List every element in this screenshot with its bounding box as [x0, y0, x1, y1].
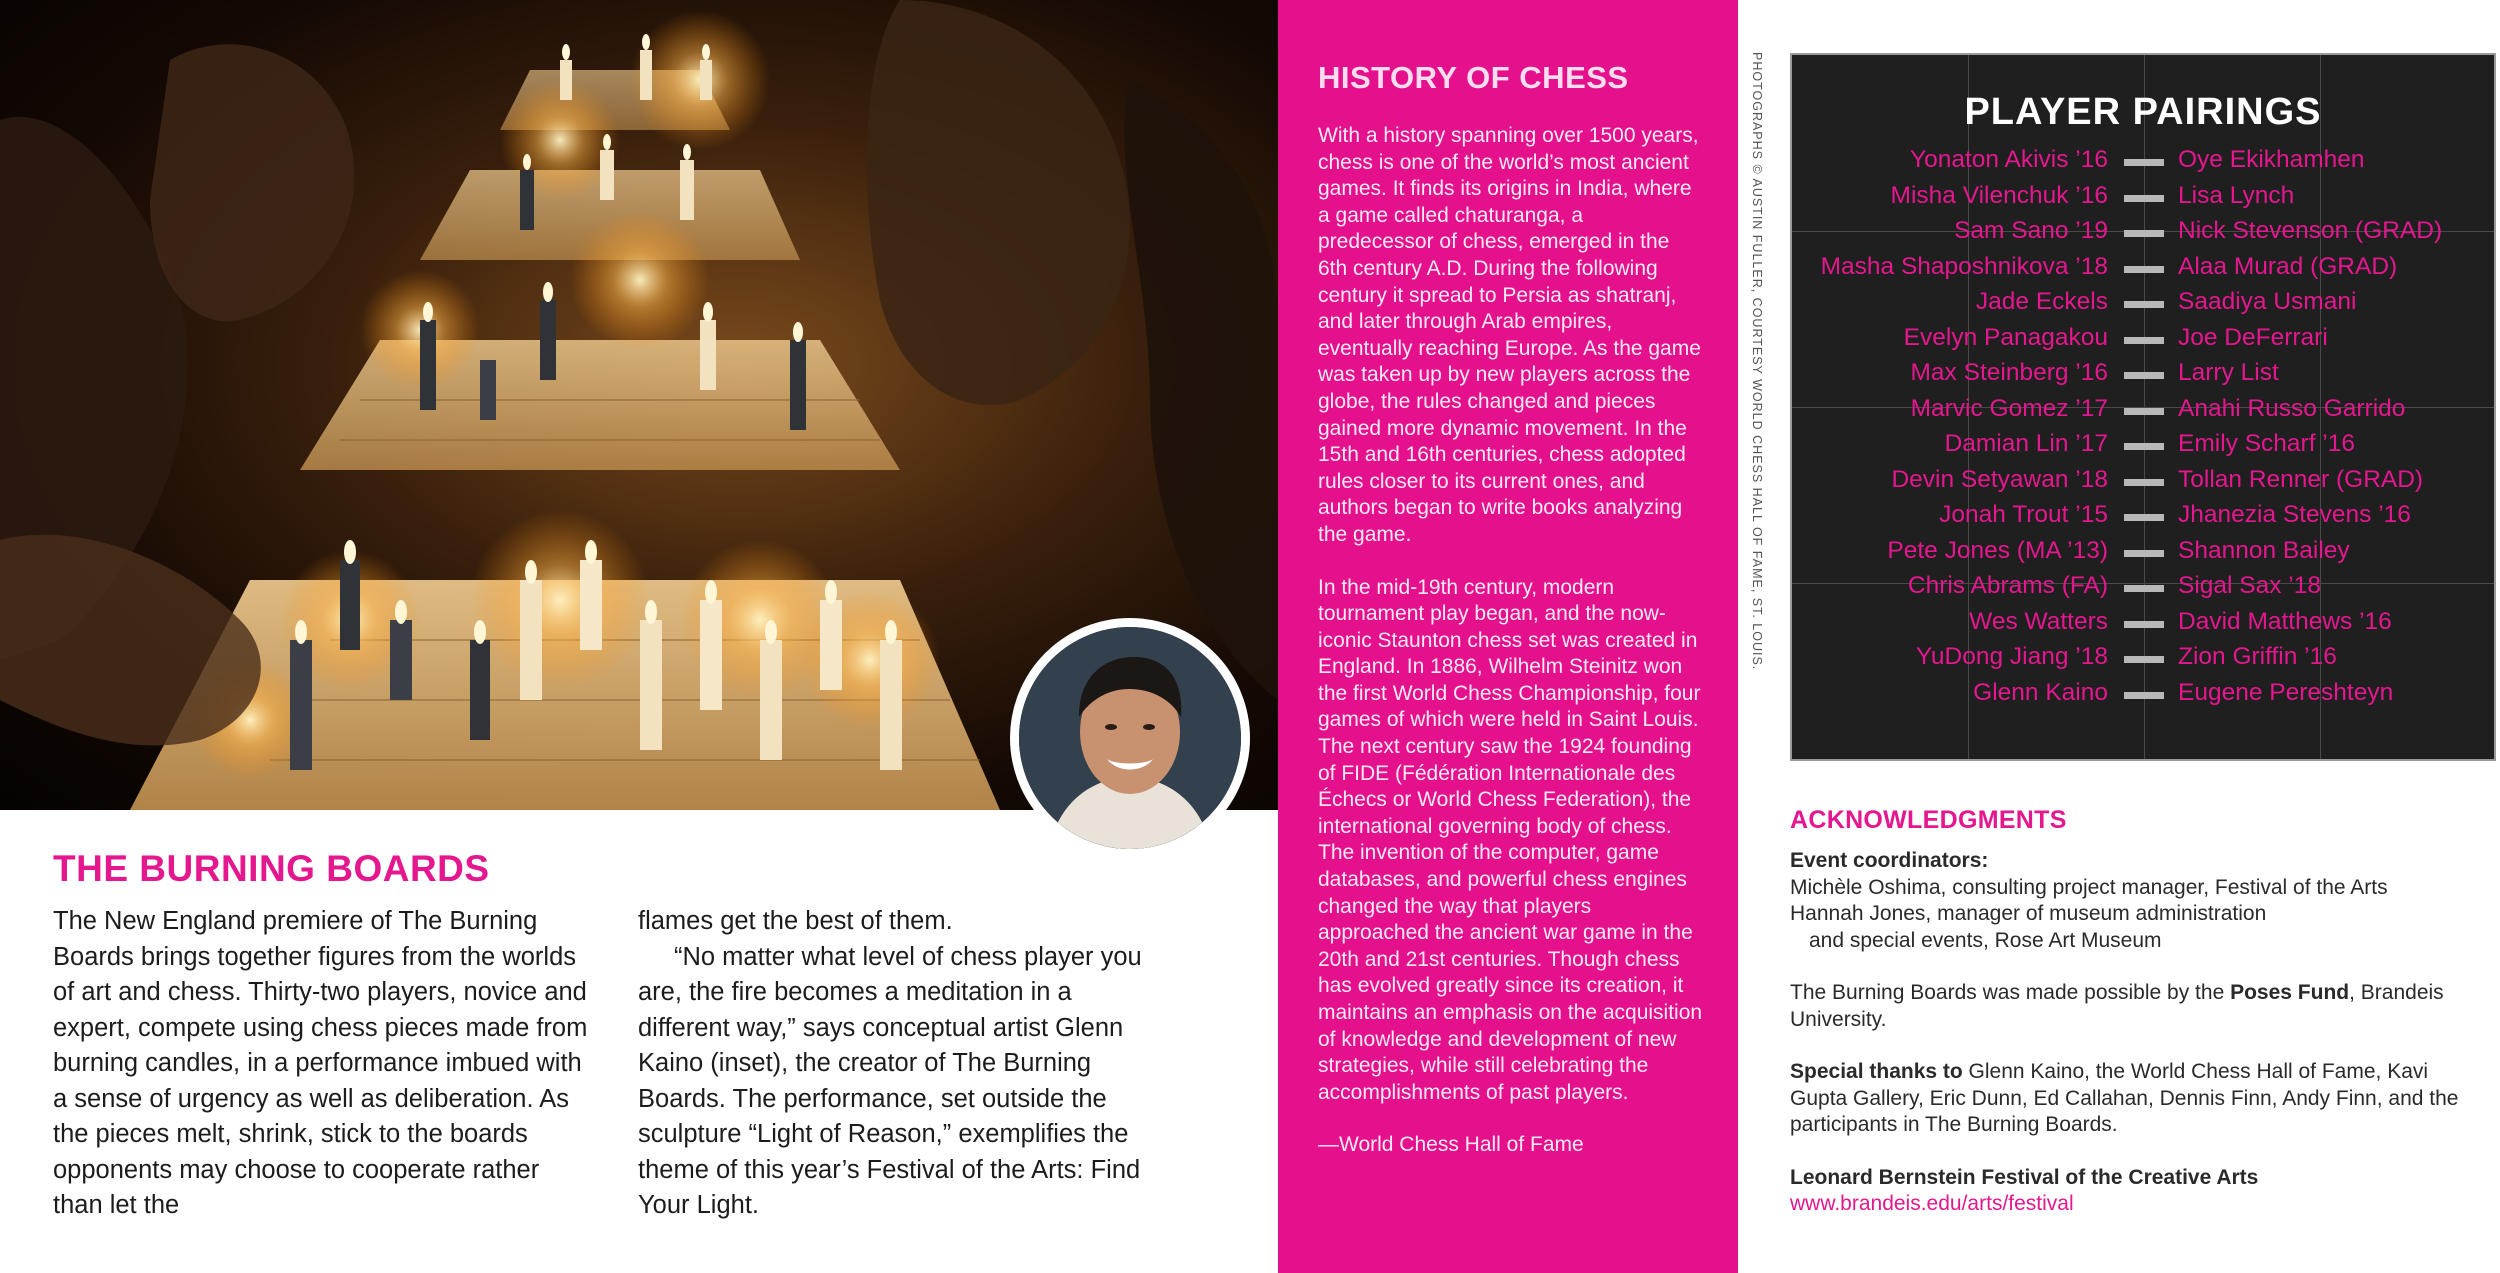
pairing-right-player: Jhanezia Stevens ’16 — [2178, 501, 2411, 528]
pairing-connector-bar — [2124, 514, 2164, 521]
pairing-row — [1792, 537, 2494, 572]
history-paragraph-1: With a history spanning over 1500 years, chess is one of the world’s most ancient games. It finds its origins in India, where a game called chaturanga, a predecessor of chess, emerged in the 6th century A.D. During the following century it spread to Persia as shatranj, and later through Arab empires, eventually reaching Europe. As the game was taken up by new players across the globe, the rules changed and pieces gained more dynamic movement. In the 15th and 16th centuries, chess adopted rules closer to its current ones, and authors began to write books analyzing the game. — [1318, 124, 1701, 546]
funding-post: , Brandeis University. — [1790, 981, 2444, 1031]
pairing-right-player: Larry List — [2178, 359, 2279, 386]
pairing-right-player: Nick Stevenson (GRAD) — [2178, 217, 2443, 244]
pairing-connector-bar — [2124, 408, 2164, 415]
pairing-connector-bar — [2124, 301, 2164, 308]
festival-name: Leonard Bernstein Festival of the Creative Arts — [1790, 1165, 2259, 1189]
pairing-right-player: Oye Ekikhamhen — [2178, 146, 2365, 173]
funding-bold: Poses Fund — [2230, 981, 2350, 1004]
funding-note — [1790, 980, 2490, 1033]
pairing-connector-bar — [2124, 443, 2164, 450]
special-thanks — [1790, 1059, 2490, 1139]
burning-boards-paragraph-1-continued: flames get the best of them. — [638, 907, 953, 935]
coordinator-2-line-1: Hannah Jones, manager of museum administration — [1790, 902, 2267, 925]
pairing-left-player: Jade Eckels — [1975, 288, 2108, 315]
pairing-right-player: Saadiya Usmani — [2178, 288, 2357, 315]
pairing-row — [1792, 324, 2494, 359]
pairing-left-player: Sam Sano ’19 — [1954, 217, 2108, 244]
photo-credit — [1748, 52, 1766, 671]
pairing-right-player: Tollan Renner (GRAD) — [2178, 465, 2424, 493]
pairing-row — [1792, 217, 2494, 252]
pairing-left-player: Marvic Gomez ’17 — [1910, 394, 2108, 422]
portrait-illustration — [1019, 627, 1241, 849]
pairing-connector-bar — [2124, 159, 2164, 166]
acknowledgments-title: ACKNOWLEDGMENTS — [1790, 806, 2067, 834]
pairing-right-player: Zion Griffin ’16 — [2178, 643, 2337, 670]
burning-boards-column-1 — [53, 904, 593, 1224]
pairing-connector-bar — [2124, 195, 2164, 202]
pairing-row — [1792, 253, 2494, 288]
pairing-right-player: Shannon Bailey — [2178, 536, 2350, 564]
pairing-left-player: Wes Watters — [1969, 607, 2108, 635]
pairing-row — [1792, 466, 2494, 501]
burning-boards-title: THE BURNING BOARDS — [53, 848, 490, 889]
burning-boards-paragraph-1: The New England premiere of The Burning Boards brings together figures from the worlds of art and chess. Thirty-two players, novice and expert, compete using chess pieces made from burning candles, in a performance imbued with a sense of urgency as well as deliberation. As the pieces melt, shrink, stick to the boards opponents may choose to cooperate rather than let the — [53, 907, 588, 1219]
pairing-row — [1792, 679, 2494, 714]
history-paragraph-2: In the mid-19th century, modern tournament play began, and the now-iconic Staunton chess set was created in England. In 1886, Wilhelm Steinitz won the first World Chess Championship, four games of which were held in Saint Louis. The next century saw the 1924 founding of FIDE (Fédération Internationale des Échecs or World Chess Federation), the international governing body of chess. The invention of the computer, game databases, and powerful chess engines changed the way that players approached the ancient war game in the 20th and 21st centuries. Though chess has evolved greatly since its creation, it maintains an emphasis on the acquisition of knowledge and development of new strategies, while still celebrating the accomplishments of past players. — [1318, 575, 1703, 1104]
pairing-connector-bar — [2124, 621, 2164, 628]
funding-pre: The Burning Boards was made possible by the — [1790, 981, 2231, 1004]
pairing-row — [1792, 430, 2494, 465]
coordinator-1: Michèle Oshima, consulting project manager, Festival of the Arts — [1790, 875, 2388, 899]
coordinators-label: Event coordinators: — [1790, 849, 1989, 872]
pairing-right-player: Alaa Murad (GRAD) — [2178, 252, 2398, 280]
pairings-title: PLAYER PAIRINGS — [1964, 91, 2322, 133]
pairing-right-player: Joe DeFerrari — [2178, 323, 2328, 351]
history-body — [1318, 123, 1703, 1185]
coordinator-2-line-2: and special events, Rose Art Museum — [1809, 928, 2162, 952]
pairing-connector-bar — [2124, 230, 2164, 237]
pairing-left-player: Masha Shaposhnikova ’18 — [1820, 252, 2108, 280]
pairing-connector-bar — [2124, 692, 2164, 699]
photo-credit-text: PHOTOGRAPHS © AUSTIN FULLER, COURTESY WORLD CHESS HALL OF FAME, ST. LOUIS. — [1750, 52, 1764, 671]
pairing-left-player: YuDong Jiang ’18 — [1915, 643, 2108, 670]
pairing-left-player: Yonaton Akivis ’16 — [1910, 146, 2108, 173]
pairing-connector-bar — [2124, 479, 2164, 486]
pairing-left-player: Chris Abrams (FA) — [1907, 572, 2108, 599]
burning-boards-paragraph-2: “No matter what level of chess player you are, the fire becomes a meditation in a different way,” says conceptual artist Glenn Kaino (inset), the creator of The Burning Boards. The performance, set outside the sculpture “Light of Reason,” exemplifies the theme of this year’s Festival of the Arts: Find Your Light. — [638, 942, 1142, 1219]
pairing-row — [1792, 643, 2494, 678]
player-pairings-board — [1790, 53, 2496, 761]
special-thanks-label: Special thanks to — [1790, 1060, 1963, 1083]
pairing-connector-bar — [2124, 585, 2164, 592]
pairing-right-player: Eugene Pereshteyn — [2178, 678, 2394, 706]
pairing-right-player: Lisa Lynch — [2178, 181, 2295, 209]
pairing-left-player: Jonah Trout ’15 — [1939, 501, 2108, 528]
glenn-kaino-inset-portrait — [1010, 618, 1250, 858]
history-attribution: —World Chess Hall of Fame — [1318, 1133, 1584, 1157]
pairing-left-player: Glenn Kaino — [1973, 678, 2108, 706]
pairing-row — [1792, 182, 2494, 217]
pairing-row — [1792, 501, 2494, 536]
history-of-chess-panel — [1278, 0, 1738, 1273]
history-title: HISTORY OF CHESS — [1318, 60, 1629, 95]
pairing-left-player: Misha Vilenchuk ’16 — [1890, 181, 2108, 209]
pairing-row — [1792, 288, 2494, 323]
special-thanks-text: Glenn Kaino, the World Chess Hall of Fame, Kavi Gupta Gallery, Eric Dunn, Ed Callahan, Dennis Finn, Andy Finn, and the participants in The Burning Boards. — [1790, 1060, 2459, 1136]
pairing-right-player: David Matthews ’16 — [2178, 607, 2392, 635]
festival-info — [1790, 1165, 2490, 1218]
pairing-right-player: Anahi Russo Garrido — [2178, 394, 2406, 422]
pairing-left-player: Devin Setyawan ’18 — [1891, 465, 2108, 493]
pairing-connector-bar — [2124, 656, 2164, 663]
pairing-right-player: Sigal Sax ’18 — [2178, 572, 2322, 599]
pairing-row — [1792, 146, 2494, 181]
pairing-left-player: Pete Jones (MA ’13) — [1887, 536, 2108, 564]
pairing-row — [1792, 395, 2494, 430]
burning-boards-column-2 — [638, 904, 1158, 1224]
pairing-right-player: Emily Scharf ’16 — [2178, 430, 2356, 457]
pairing-connector-bar — [2124, 266, 2164, 273]
pairing-row — [1792, 608, 2494, 643]
pairing-left-player: Damian Lin ’17 — [1944, 430, 2108, 457]
coordinators-block — [1790, 848, 2490, 954]
pairing-connector-bar — [2124, 372, 2164, 379]
pairing-row — [1792, 359, 2494, 394]
pairing-row — [1792, 572, 2494, 607]
pairing-connector-bar — [2124, 550, 2164, 557]
acknowledgments-body — [1790, 848, 2490, 1244]
festival-link[interactable]: www.brandeis.edu/arts/festival — [1790, 1192, 2074, 1215]
pairing-left-player: Evelyn Panagakou — [1903, 323, 2108, 351]
pairing-connector-bar — [2124, 337, 2164, 344]
pairing-left-player: Max Steinberg ’16 — [1910, 359, 2108, 386]
